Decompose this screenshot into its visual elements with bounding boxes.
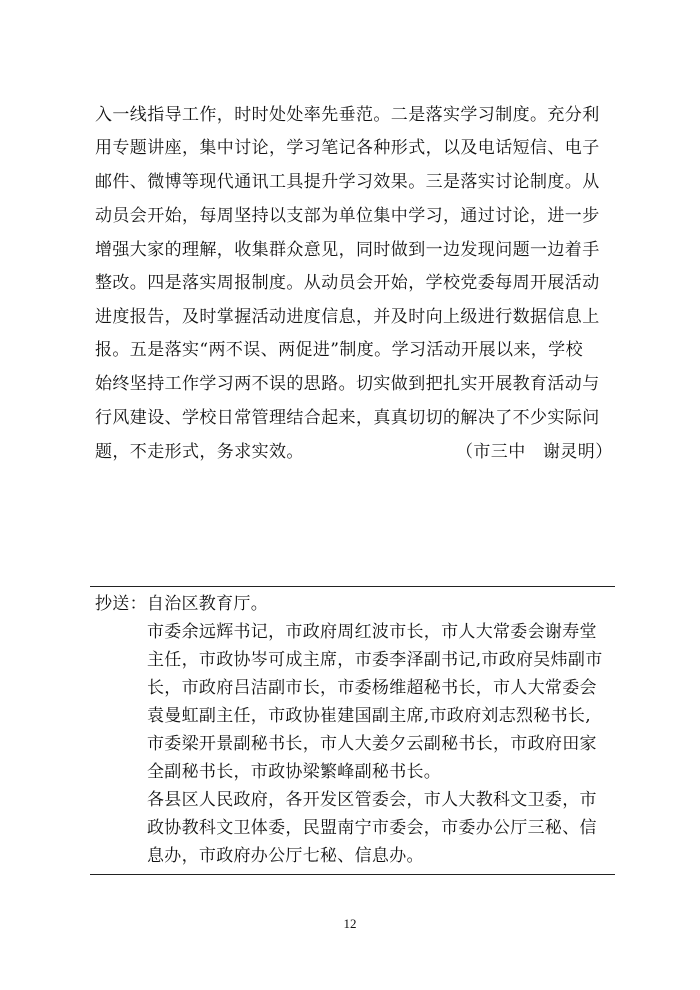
cc-label: 抄送：自治区教育厅。 [95,594,268,614]
body-line: 进度报告，及时掌握活动进度信息，并及时向上级进行数据信息上 [95,307,600,327]
cc-recipient-line: 各县区人民政府，各开发区管委会，市人大教科文卫委，市 [147,790,597,810]
cc-recipient-line: 息办，市政府办公厅七秘、信息办。 [147,846,424,866]
cc-recipient-line: 长，市政府吕洁副市长，市委杨维超秘书长，市人大常委会 [147,678,597,698]
author-attribution: （市三中 谢灵明） [456,442,613,462]
body-line: 题，不走形式，务求实效。 [95,442,304,462]
cc-top-rule [90,586,615,587]
cc-recipient-line: 主任，市政协岑可成主席，市委李泽副书记,市政府吴炜副市 [147,650,603,670]
cc-recipient-line: 袁曼虹副主任，市政协崔建国副主席,市政府刘志烈秘书长, [147,706,591,726]
body-line: 报。五是落实“两不误、两促进”制度。学习活动开展以来，学校 [95,340,583,360]
body-line: 用专题讲座，集中讨论，学习笔记各种形式，以及电话短信、电子 [95,138,600,158]
page-number: 12 [343,916,357,931]
body-line: 入一线指导工作，时时处处率先垂范。二是落实学习制度。充分利 [95,105,600,125]
cc-recipient-line: 市委余远辉书记，市政府周红波市长，市人大常委会谢寿堂 [147,622,597,642]
body-line: 行风建设、学校日常管理结合起来，真真切切的解决了不少实际问 [95,408,600,428]
cc-bottom-rule [90,874,615,875]
cc-recipient-line: 政协教科文卫体委，民盟南宁市委会，市委办公厅三秘、信 [147,818,597,838]
body-line: 邮件、微博等现代通讯工具提升学习效果。三是落实讨论制度。从 [95,172,600,192]
body-line: 始终坚持工作学习两不误的思路。切实做到把扎实开展教育活动与 [95,374,600,394]
body-line: 动员会开始，每周坚持以支部为单位集中学习，通过讨论，进一步 [95,206,600,226]
cc-recipient-line: 市委梁开景副秘书长，市人大姜夕云副秘书长，市政府田家 [147,734,597,754]
body-line: 增强大家的理解，收集群众意见，同时做到一边发现问题一边着手 [95,240,600,260]
cc-recipient-line: 全副秘书长，市政协梁繁峰副秘书长。 [147,762,442,782]
body-line: 整改。四是落实周报制度。从动员会开始，学校党委每周开展活动 [95,273,600,293]
body-text [0,0,700,428]
